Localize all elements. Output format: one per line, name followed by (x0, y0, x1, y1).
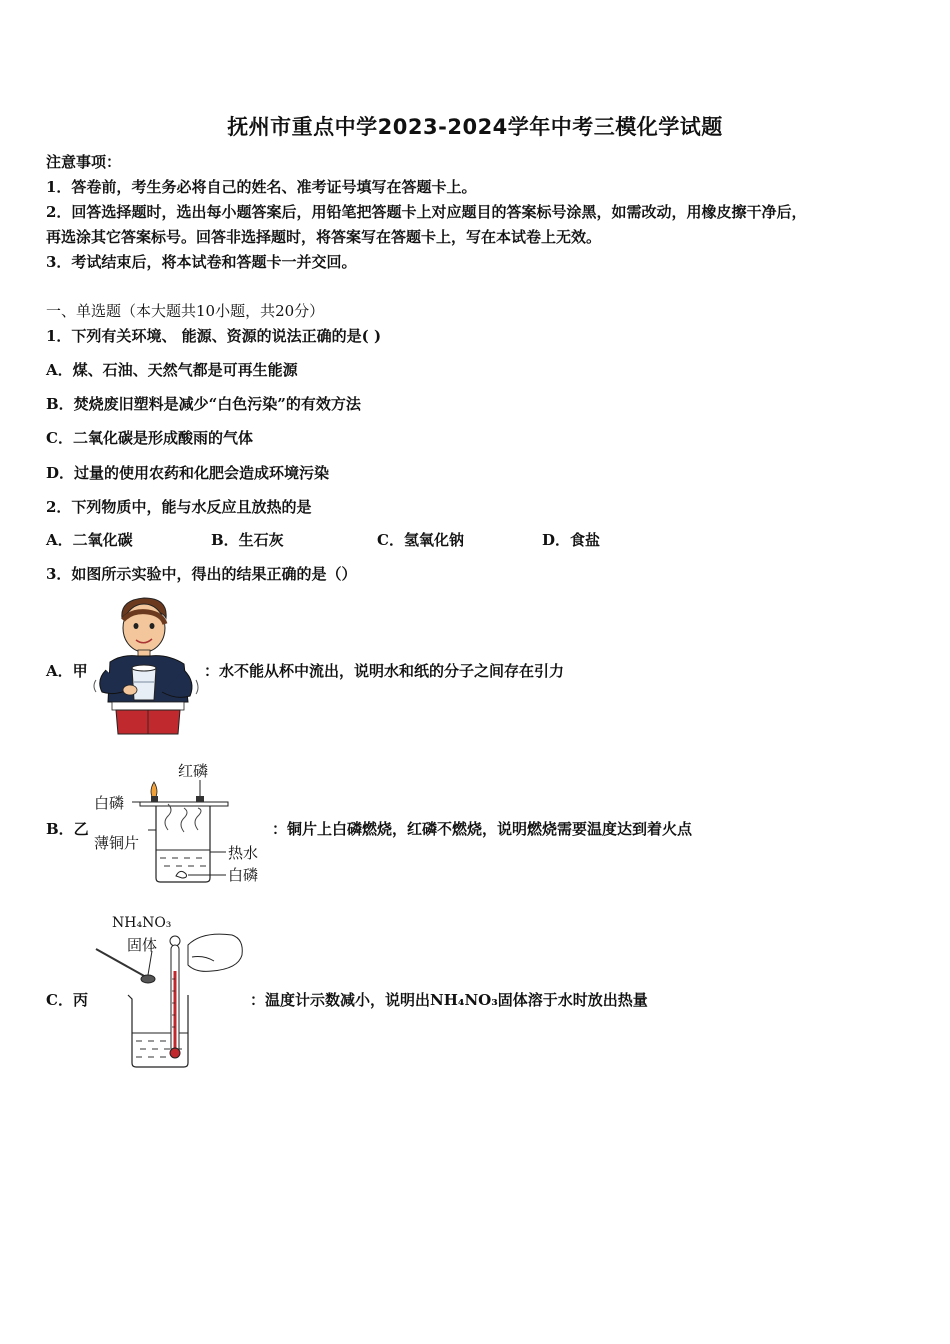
notice-item-3: 3．考试结束后，将本试卷和答题卡一并交回。 (46, 253, 357, 271)
ammonium-nitrate-dissolving-diagram (92, 915, 248, 1071)
q3-option-a-label: A．甲 (46, 662, 88, 680)
q2-option-a: A．二氧化碳 (46, 531, 133, 549)
label-copper-sheet: 薄铜片 (94, 834, 140, 852)
q3-option-c-label: C．丙 (46, 991, 88, 1009)
boy-experiment-illustration (92, 596, 204, 736)
q2-stem: 2．下列物质中，能与水反应且放热的是 (46, 498, 312, 516)
notice-item-1: 1．答卷前，考生务必将自己的姓名、准考证号填写在答题卡上。 (46, 178, 477, 196)
q1-option-c: C．二氧化碳是形成酸雨的气体 (46, 429, 253, 447)
q1-stem: 1．下列有关环境、 能源、资源的说法正确的是( ) (46, 327, 382, 345)
notice-item-2-line-2: 再选涂其它答案标号。回答非选择题时，将答案写在答题卡上，写在本试卷上无效。 (46, 228, 602, 246)
q2-option-b: B．生石灰 (211, 531, 284, 549)
label-hot-water: 热水 (228, 844, 259, 862)
q1-option-b: B．焚烧废旧塑料是减少“白色污染”的有效方法 (46, 395, 361, 413)
label-nh4no3: NH₄NO₃ (112, 915, 172, 931)
label-white-phosphorus-bottom: 白磷 (228, 866, 259, 884)
q1-option-d: D．过量的使用农药和化肥会造成环境污染 (46, 464, 330, 482)
q3-option-a-text: ：水不能从杯中流出，说明水和纸的分子之间存在引力 (204, 662, 565, 680)
notice-item-2-line-1: 2．回答选择题时，选出每小题答案后，用铅笔把答题卡上对应题目的答案标号涂黑，如需改动，用橡皮擦干净后， (46, 203, 807, 221)
label-red-phosphorus: 红磷 (178, 762, 209, 780)
q3-stem: 3．如图所示实验中，得出的结果正确的是（） (46, 565, 357, 583)
q2-option-d: D．食盐 (542, 531, 601, 549)
section-heading: 一、单选题（本大题共10小题，共20分） (46, 302, 325, 320)
q2-option-c: C．氢氧化钠 (377, 531, 464, 549)
label-solid: 固体 (127, 936, 158, 954)
q3-option-c-text: ：温度计示数减小，说明出NH₄NO₃固体溶于水时放出热量 (250, 991, 648, 1009)
q3-option-b-text: ：铜片上白磷燃烧，红磷不燃烧，说明燃烧需要温度达到着火点 (272, 820, 693, 838)
q1-option-a: A．煤、石油、天然气都是可再生能源 (46, 361, 298, 379)
q3-option-b-label: B．乙 (46, 820, 89, 838)
phosphorus-combustion-diagram (92, 758, 272, 886)
beaker-thermometer-drawing (92, 915, 248, 1071)
exam-title: 抚州市重点中学2023-2024学年中考三模化学试题 (227, 115, 723, 139)
notice-heading: 注意事项： (46, 153, 122, 171)
label-white-phosphorus-top: 白磷 (94, 794, 125, 812)
